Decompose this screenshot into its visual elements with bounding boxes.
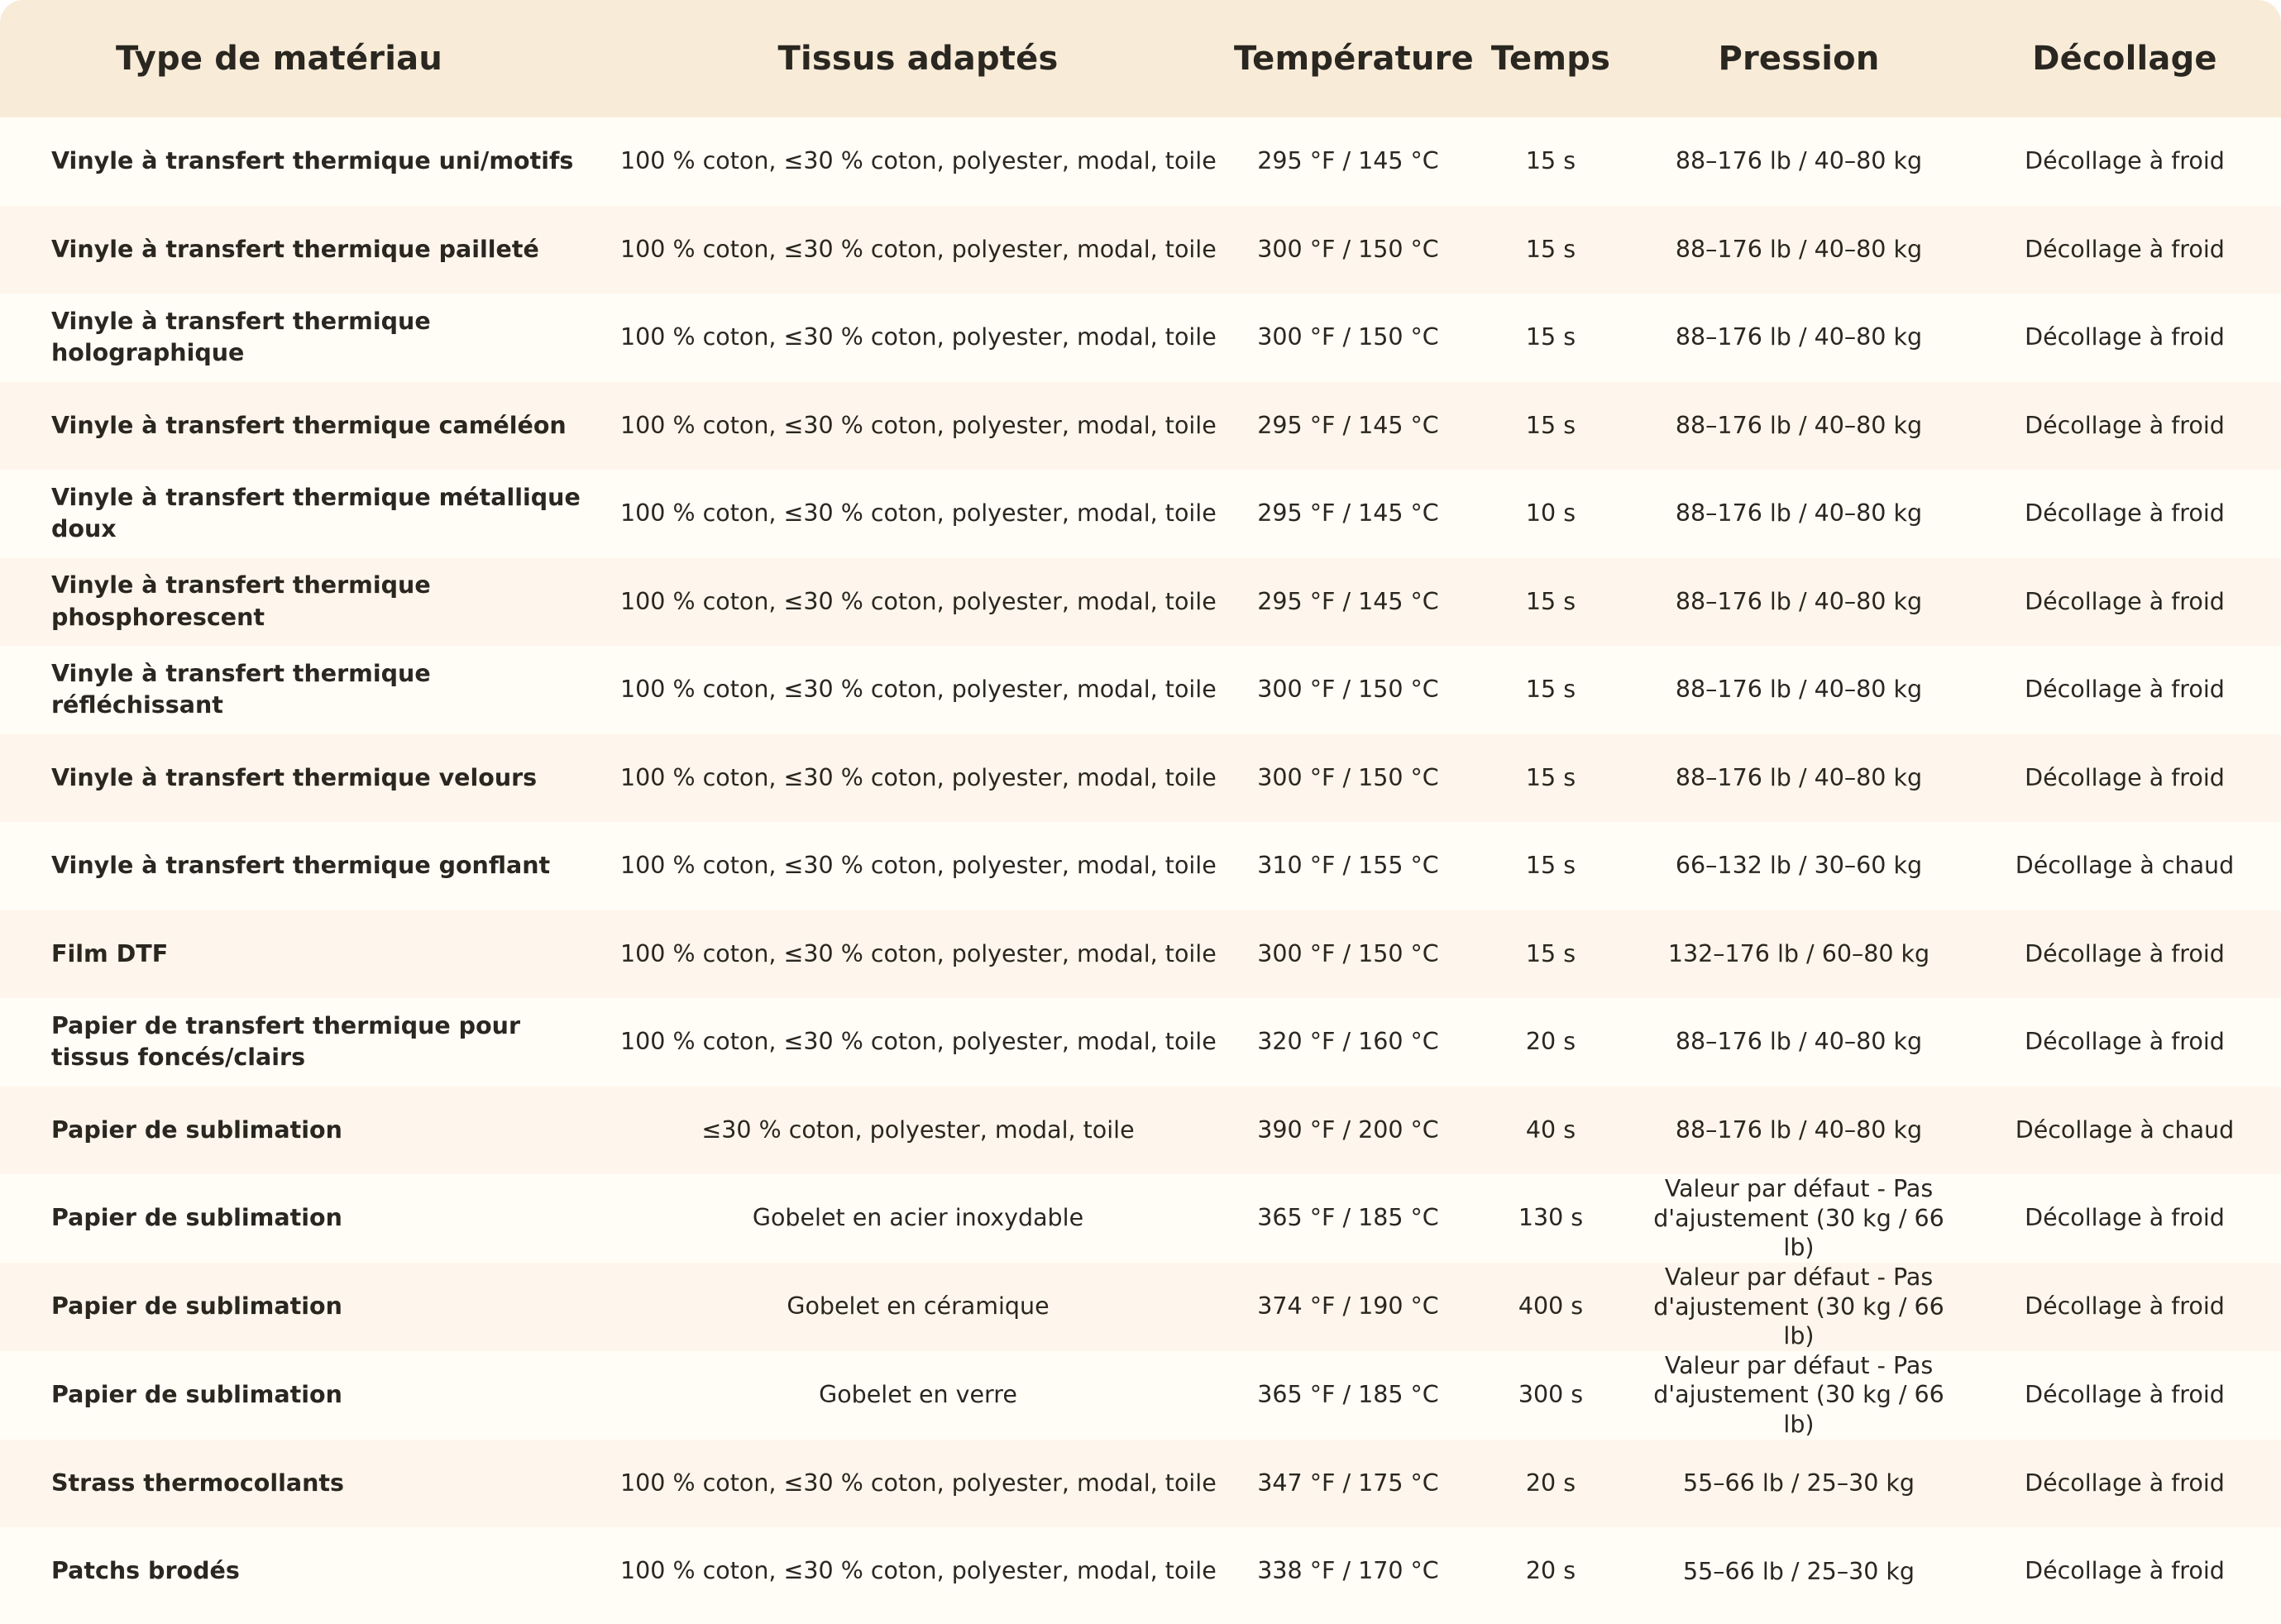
cell-peel: Décollage à froid: [2025, 1469, 2225, 1497]
cell-pressure: Valeur par défaut - Pas d'ajustement (30 kg / 66 lb): [1653, 1175, 1944, 1262]
cell-material-type: Papier de sublimation: [51, 1204, 342, 1232]
cell-time: 15 s: [1525, 676, 1576, 704]
cell-temperature: 365 °F / 185 °C: [1257, 1204, 1439, 1232]
cell-pressure: 55–66 lb / 25–30 kg: [1682, 1469, 1915, 1497]
cell-material-type: Patchs brodés: [51, 1557, 240, 1585]
cell-fabrics: 100 % coton, ≤30 % coton, polyester, modal, toile: [620, 1469, 1217, 1497]
cell-fabrics: 100 % coton, ≤30 % coton, polyester, modal, toile: [620, 1028, 1217, 1056]
cell-temperature: 347 °F / 175 °C: [1257, 1469, 1439, 1497]
table-row: [0, 294, 2281, 382]
cell-temperature: 295 °F / 145 °C: [1257, 587, 1439, 615]
cell-time: 20 s: [1525, 1557, 1576, 1585]
table-row: [0, 998, 2281, 1087]
cell-peel: Décollage à froid: [2025, 1204, 2225, 1232]
cell-material-type: Strass thermocollants: [51, 1469, 344, 1497]
cell-peel: Décollage à froid: [2025, 235, 2225, 263]
cell-fabrics: Gobelet en verre: [819, 1380, 1017, 1408]
cell-fabrics: 100 % coton, ≤30 % coton, polyester, modal, toile: [620, 852, 1217, 880]
table-row: [0, 1174, 2281, 1263]
cell-fabrics: 100 % coton, ≤30 % coton, polyester, modal, toile: [620, 147, 1217, 175]
cell-fabrics: 100 % coton, ≤30 % coton, polyester, modal, toile: [620, 587, 1217, 615]
cell-time: 130 s: [1518, 1204, 1584, 1232]
cell-temperature: 320 °F / 160 °C: [1257, 1028, 1439, 1056]
cell-pressure: 88–176 lb / 40–80 kg: [1675, 411, 1923, 439]
table-row: [0, 470, 2281, 558]
cell-time: 15 s: [1525, 323, 1576, 351]
table-row: [0, 910, 2281, 999]
cell-fabrics: 100 % coton, ≤30 % coton, polyester, modal, toile: [620, 1557, 1217, 1585]
cell-time: 300 s: [1518, 1380, 1584, 1408]
table-row: [0, 206, 2281, 294]
cell-fabrics: ≤30 % coton, polyester, modal, toile: [701, 1115, 1135, 1144]
cell-temperature: 300 °F / 150 °C: [1257, 235, 1439, 263]
cell-temperature: 300 °F / 150 °C: [1257, 323, 1439, 351]
cell-pressure: 132–176 lb / 60–80 kg: [1667, 939, 1930, 967]
cell-pressure: 88–176 lb / 40–80 kg: [1675, 587, 1923, 615]
cell-material-type: Papier de sublimation: [51, 1292, 342, 1321]
cell-time: 40 s: [1525, 1115, 1576, 1144]
cell-temperature: 300 °F / 150 °C: [1257, 763, 1439, 791]
cell-pressure: 88–176 lb / 40–80 kg: [1675, 323, 1923, 351]
cell-time: 15 s: [1525, 852, 1576, 880]
cell-pressure: Valeur par défaut - Pas d'ajustement (30 kg / 66 lb): [1653, 1263, 1944, 1350]
header-time: Temps: [1490, 40, 1611, 78]
cell-fabrics: 100 % coton, ≤30 % coton, polyester, modal, toile: [620, 939, 1217, 967]
cell-fabrics: 100 % coton, ≤30 % coton, polyester, modal, toile: [620, 499, 1217, 528]
cell-pressure: Valeur par défaut - Pas d'ajustement (30 kg / 66 lb): [1653, 1351, 1944, 1438]
header-fabrics: Tissus adaptés: [777, 40, 1059, 78]
cell-fabrics: 100 % coton, ≤30 % coton, polyester, modal, toile: [620, 763, 1217, 791]
table-row: [0, 117, 2281, 206]
cell-material-type: Vinyle à transfert thermique phosphorescent: [51, 571, 431, 631]
header-peel: Décollage: [2032, 40, 2217, 78]
cell-time: 20 s: [1525, 1469, 1576, 1497]
cell-peel: Décollage à froid: [2025, 1557, 2225, 1585]
cell-peel: Décollage à froid: [2025, 411, 2225, 439]
cell-material-type: Film DTF: [51, 939, 169, 967]
cell-temperature: 300 °F / 150 °C: [1257, 939, 1439, 967]
cell-time: 15 s: [1525, 939, 1576, 967]
cell-pressure: 88–176 lb / 40–80 kg: [1675, 1115, 1923, 1144]
table-row: [0, 558, 2281, 647]
cell-peel: Décollage à froid: [2025, 676, 2225, 704]
cell-peel: Décollage à froid: [2025, 499, 2225, 528]
cell-temperature: 300 °F / 150 °C: [1257, 676, 1439, 704]
cell-material-type: Vinyle à transfert thermique métallique doux: [51, 483, 581, 543]
cell-pressure: 55–66 lb / 25–30 kg: [1682, 1557, 1915, 1585]
cell-peel: Décollage à froid: [2025, 323, 2225, 351]
cell-temperature: 338 °F / 170 °C: [1257, 1557, 1439, 1585]
cell-time: 15 s: [1525, 235, 1576, 263]
cell-material-type: Vinyle à transfert thermique holographique: [51, 307, 431, 367]
table-header: [0, 0, 2281, 117]
cell-peel: Décollage à chaud: [2015, 852, 2235, 880]
cell-peel: Décollage à froid: [2025, 147, 2225, 175]
cell-temperature: 295 °F / 145 °C: [1257, 147, 1439, 175]
header-temperature: Température: [1234, 40, 1474, 78]
cell-peel: Décollage à froid: [2025, 587, 2225, 615]
cell-time: 20 s: [1525, 1028, 1576, 1056]
cell-material-type: Vinyle à transfert thermique uni/motifs: [51, 147, 574, 175]
cell-pressure: 88–176 lb / 40–80 kg: [1675, 763, 1923, 791]
cell-peel: Décollage à froid: [2025, 1292, 2225, 1321]
cell-time: 15 s: [1525, 763, 1576, 791]
cell-fabrics: Gobelet en céramique: [787, 1292, 1050, 1321]
cell-fabrics: 100 % coton, ≤30 % coton, polyester, modal, toile: [620, 235, 1217, 263]
cell-temperature: 374 °F / 190 °C: [1257, 1292, 1439, 1321]
cell-pressure: 88–176 lb / 40–80 kg: [1675, 676, 1923, 704]
cell-pressure: 88–176 lb / 40–80 kg: [1675, 1028, 1923, 1056]
cell-temperature: 295 °F / 145 °C: [1257, 411, 1439, 439]
table-row: [0, 734, 2281, 823]
cell-fabrics: 100 % coton, ≤30 % coton, polyester, modal, toile: [620, 411, 1217, 439]
cell-peel: Décollage à froid: [2025, 1380, 2225, 1408]
cell-material-type: Papier de sublimation: [51, 1115, 342, 1144]
cell-pressure: 66–132 lb / 30–60 kg: [1675, 852, 1923, 880]
cell-temperature: 295 °F / 145 °C: [1257, 499, 1439, 528]
cell-temperature: 310 °F / 155 °C: [1257, 852, 1439, 880]
table-row: [0, 1527, 2281, 1616]
cell-peel: Décollage à froid: [2025, 1028, 2225, 1056]
cell-pressure: 88–176 lb / 40–80 kg: [1675, 147, 1923, 175]
cell-pressure: 88–176 lb / 40–80 kg: [1675, 235, 1923, 263]
cell-fabrics: Gobelet en acier inoxydable: [752, 1204, 1084, 1232]
cell-peel: Décollage à froid: [2025, 939, 2225, 967]
cell-material-type: Papier de sublimation: [51, 1380, 342, 1408]
table-row: [0, 1263, 2281, 1351]
cell-fabrics: 100 % coton, ≤30 % coton, polyester, modal, toile: [620, 676, 1217, 704]
cell-material-type: Vinyle à transfert thermique réfléchissant: [51, 659, 431, 719]
table-row: [0, 822, 2281, 910]
cell-fabrics: 100 % coton, ≤30 % coton, polyester, modal, toile: [620, 323, 1217, 351]
cell-material-type: Vinyle à transfert thermique velours: [51, 763, 538, 791]
header-row: [0, 0, 2281, 117]
table-row: [0, 1351, 2281, 1440]
cell-time: 10 s: [1525, 499, 1576, 528]
cell-material-type: Vinyle à transfert thermique caméléon: [51, 411, 567, 439]
cell-time: 15 s: [1525, 587, 1576, 615]
table-row: [0, 382, 2281, 470]
table-row: [0, 646, 2281, 734]
table-body: [0, 117, 2281, 1616]
table-row: [0, 1087, 2281, 1175]
table-row: [0, 1440, 2281, 1528]
header-pressure: Pression: [1718, 40, 1880, 78]
cell-pressure: 88–176 lb / 40–80 kg: [1675, 499, 1923, 528]
header-material-type: Type de matériau: [116, 40, 443, 78]
cell-material-type: Papier de transfert thermique pour tissus foncés/clairs: [51, 1011, 521, 1072]
cell-time: 15 s: [1525, 147, 1576, 175]
cell-temperature: 390 °F / 200 °C: [1257, 1115, 1439, 1144]
cell-peel: Décollage à chaud: [2015, 1115, 2235, 1144]
cell-time: 400 s: [1518, 1292, 1584, 1321]
cell-peel: Décollage à froid: [2025, 763, 2225, 791]
cell-material-type: Vinyle à transfert thermique gonflant: [51, 852, 551, 880]
cell-temperature: 365 °F / 185 °C: [1257, 1380, 1439, 1408]
cell-material-type: Vinyle à transfert thermique pailleté: [51, 235, 539, 263]
cell-time: 15 s: [1525, 411, 1576, 439]
